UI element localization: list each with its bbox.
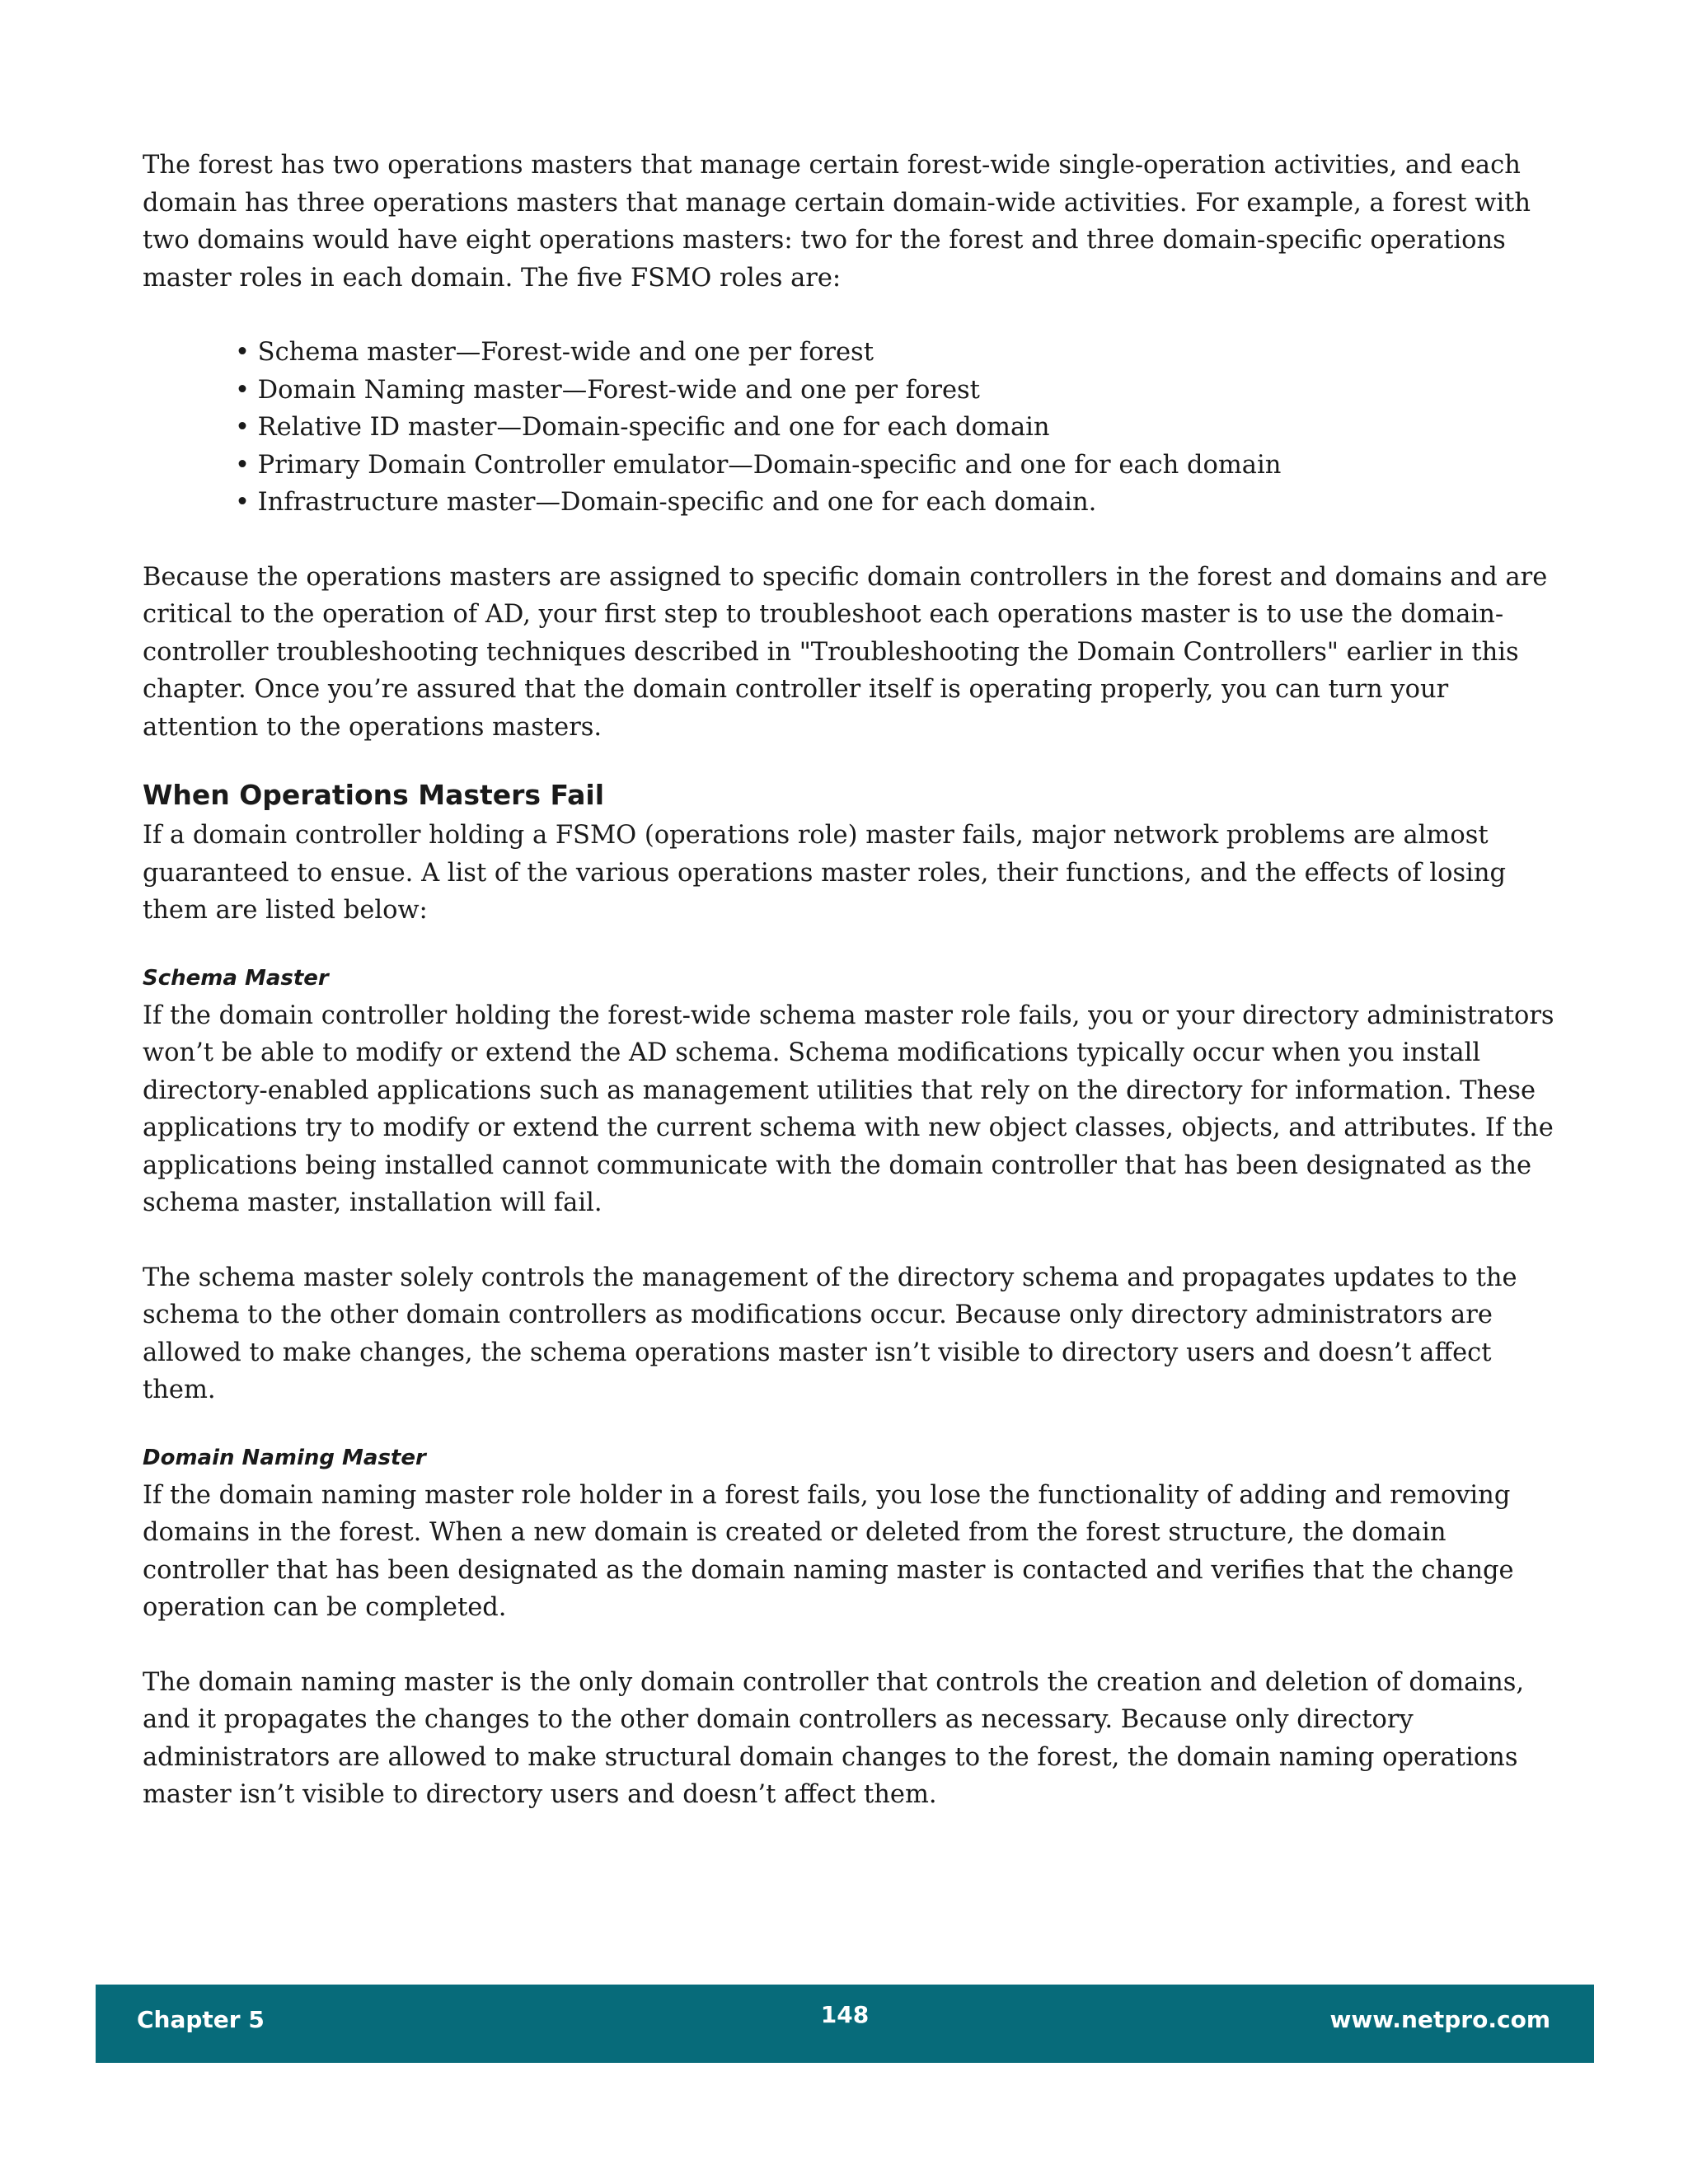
list-item: • Infrastructure master—Domain-specific and one for each domain. [235,488,1097,517]
page-content [143,147,1560,1814]
domain-naming-master-heading: Domain Naming Master [143,1445,426,1470]
domain-naming-master-paragraph-2: The domain naming master is the only domain controller that controls the creation and deletion of domains, and it propagates the changes to the other domain controllers as necessary. Because only directory administrators are allowed to make structural domain changes to the forest, the domain naming operations master isn’t visible to directory users and doesn’t affect them. [143,1667,1525,1809]
list-item: • Domain Naming master—Forest-wide and one per forest [235,375,980,405]
footer-website: www.netpro.com [1329,2006,1550,2033]
schema-master-heading: Schema Master [143,965,329,991]
fsmo-roles-list [143,334,1560,522]
section-heading: When Operations Masters Fail [143,779,605,811]
list-item: • Primary Domain Controller emulator—Domain-specific and one for each domain [235,450,1282,480]
troubleshoot-paragraph: Because the operations masters are assigned to specific domain controllers in the forest and domains and are critical to the operation of AD, your first step to troubleshoot each operations master is to use the domain-controller troubleshooting techniques described in "Troubleshooting the Domain Controllers" earlier in this chapter. Once you’re assured that the domain controller itself is operating properly, you can turn your attention to the operations masters. [143,562,1548,742]
section-paragraph: If a domain controller holding a FSMO (operations role) master fails, major network problems are almost guaranteed to ensue. A list of the various operations master roles, their functions, and the effects of losing them are listed below: [143,821,1507,925]
domain-naming-master-paragraph-1: If the domain naming master role holder in a forest fails, you lose the functionality of adding and removing domains in the forest. When a new domain is created or deleted from the forest structure, the domain controller that has been designated as the domain naming master is contacted and verifies that the change operation can be completed. [143,1480,1514,1622]
page-footer [96,1985,1594,2063]
list-item: • Relative ID master—Domain-specific and one for each domain [235,413,1050,442]
footer-chapter: Chapter 5 [137,2006,265,2033]
schema-master-paragraph-1: If the domain controller holding the forest-wide schema master role fails, you or your directory administrators won’t be able to modify or extend the AD schema. Schema modifications typically occur when you install directory-enabled applications such as management utilities that rely on the directory for information. These applications try to modify or extend the current schema with new object classes, objects, and attributes. If the applications being installed cannot communicate with the domain controller that has been designated as the schema master, installation will fail. [143,1001,1554,1217]
schema-master-paragraph-2: The schema master solely controls the management of the directory schema and propagates updates to the schema to the other domain controllers as modifications occur. Because only directory administrators are allowed to make changes, the schema operations master isn’t visible to directory users and doesn’t affect them. [143,1263,1517,1404]
intro-paragraph: The forest has two operations masters that manage certain forest-wide single-operation activities, and each domain has three operations masters that manage certain domain-wide activities. For example, a forest with two domains would have eight operations masters: two for the forest and three domain-specific operations master roles in each domain. The five FSMO roles are: [143,151,1531,293]
list-item: • Schema master—Forest-wide and one per forest [235,338,874,367]
footer-page-number: 148 [820,2001,870,2028]
